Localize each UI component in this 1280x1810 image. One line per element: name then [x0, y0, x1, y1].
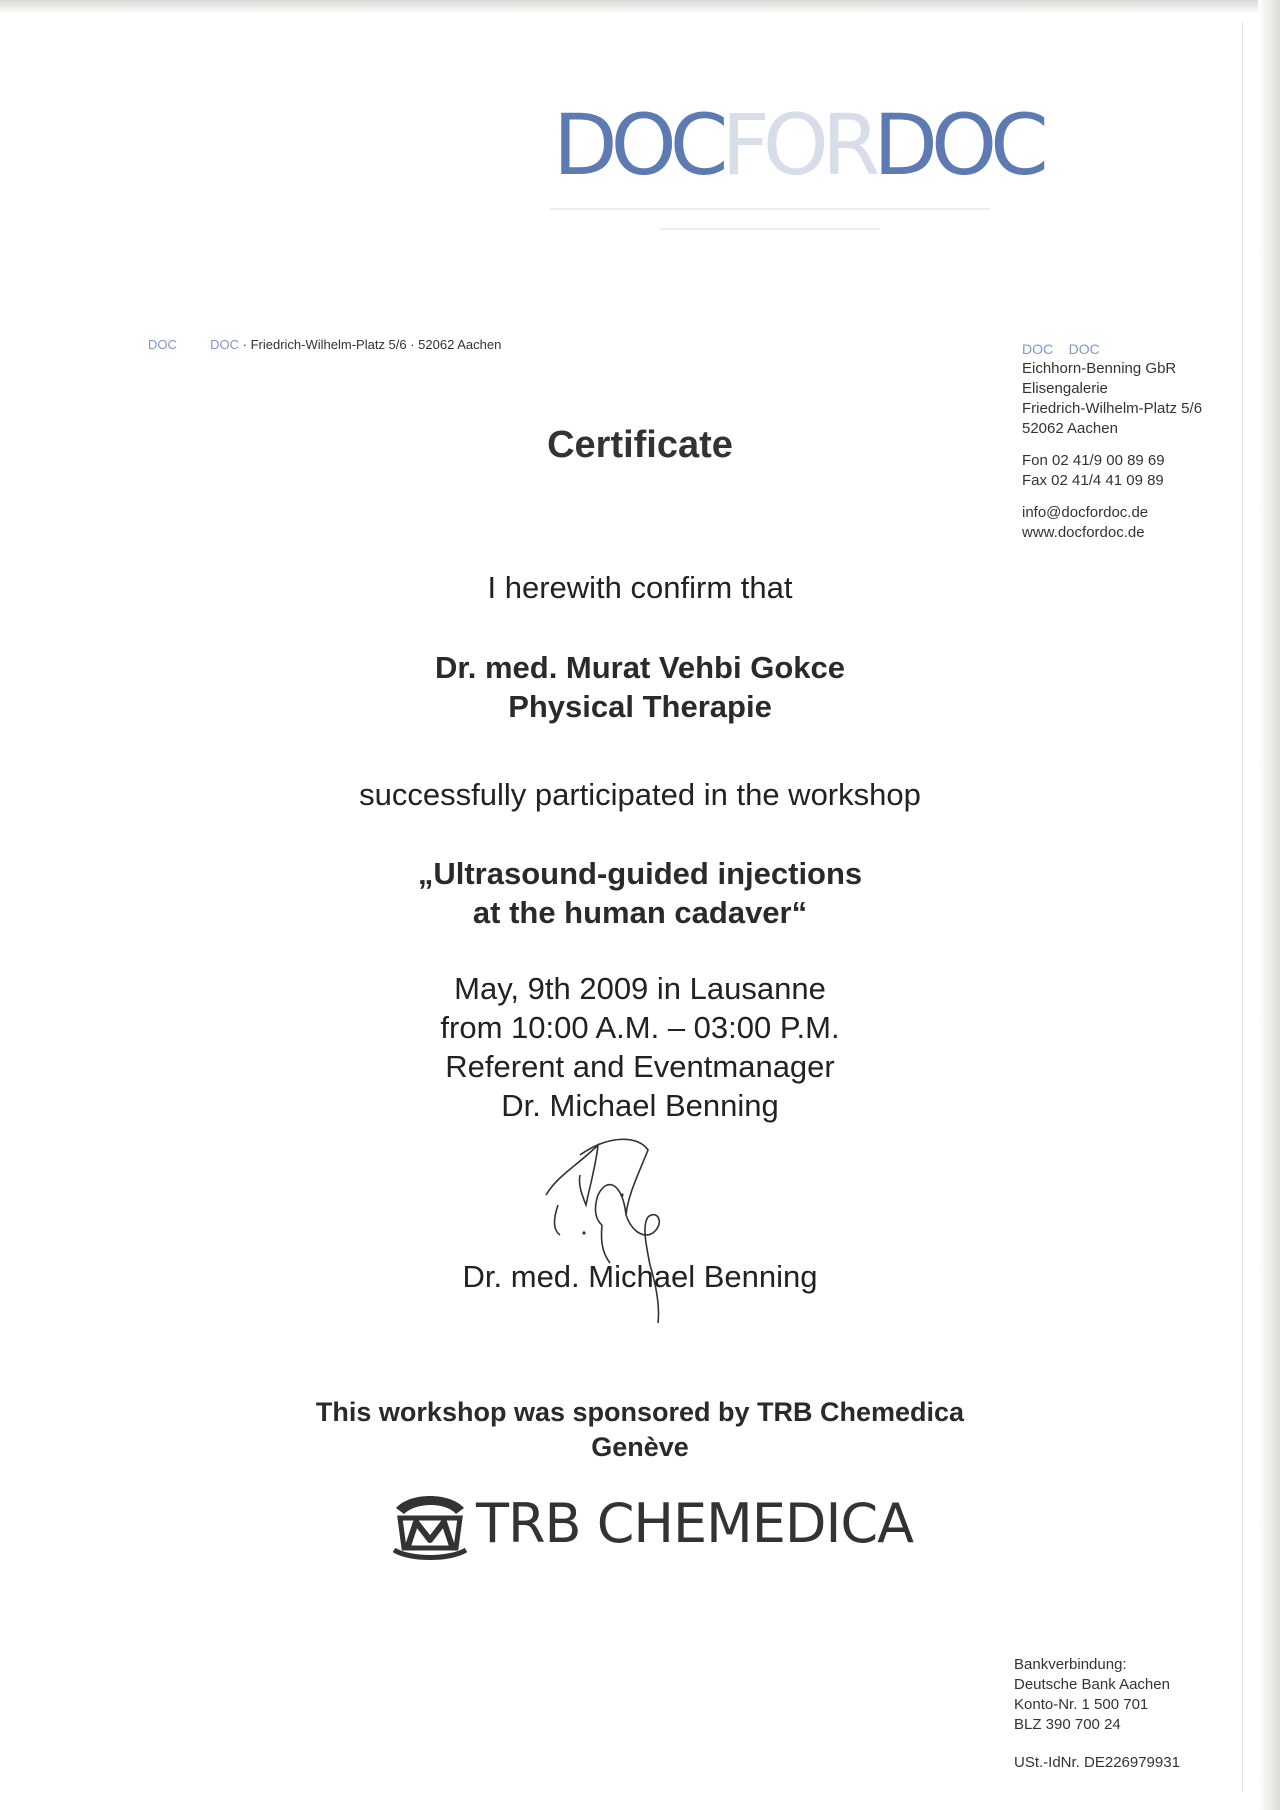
- recipient-block: [0, 648, 1280, 726]
- event-time: from 10:00 A.M. – 03:00 P.M.: [440, 1010, 840, 1045]
- logo-part-for: FOR: [721, 96, 874, 194]
- sender-address: · Friedrich-Wilhelm-Platz 5/6 · 52062 Aachen: [242, 337, 502, 352]
- bank-details: [1014, 1655, 1170, 1735]
- confirm-text: I herewith confirm that: [487, 570, 793, 605]
- trb-emblem-icon: [390, 1488, 470, 1562]
- vat-id: USt.-IdNr. DE226979931: [1014, 1754, 1180, 1771]
- sidebar-brand: DOC DOC: [1022, 341, 1100, 357]
- workshop-title-block: [0, 854, 1280, 932]
- logo-part-doc: DOC: [553, 96, 722, 194]
- sponsor-line-2: Genève: [591, 1432, 689, 1462]
- sidebar-fax: Fax 02 41/4 41 09 89: [1022, 472, 1164, 489]
- trb-logo-text: TRB CHEMEDICA: [476, 1492, 914, 1555]
- bank-account: Konto-Nr. 1 500 701: [1014, 1696, 1149, 1713]
- bank-label: Bankverbindung:: [1014, 1656, 1127, 1673]
- docfordoc-logo: [553, 96, 1042, 194]
- sender-address-line: [148, 337, 501, 352]
- recipient-specialty: Physical Therapie: [508, 689, 772, 724]
- handwritten-signature: [538, 1125, 718, 1325]
- sidebar-street: Friedrich-Wilhelm-Platz 5/6: [1022, 400, 1203, 417]
- certificate-title: Certificate: [547, 424, 733, 466]
- bank-blz: BLZ 390 700 24: [1014, 1716, 1121, 1733]
- recipient-name: Dr. med. Murat Vehbi Gokce: [434, 650, 845, 685]
- workshop-title-line-2: at the human cadaver“: [472, 895, 808, 930]
- event-referent: Dr. Michael Benning: [501, 1088, 779, 1123]
- sidebar-web: www.docfordoc.de: [1022, 524, 1145, 541]
- scan-top-edge: [0, 0, 1280, 14]
- event-date: May, 9th 2009 in Lausanne: [454, 971, 826, 1006]
- sponsor-block: [0, 1395, 1280, 1465]
- sidebar-building: Elisengalerie: [1022, 380, 1108, 397]
- event-role: Referent and Eventmanager: [445, 1049, 835, 1084]
- sender-brand-a: DOC: [148, 337, 177, 352]
- sender-brand-b: DOC: [210, 337, 240, 352]
- sidebar-phone: Fon 02 41/9 00 89 69: [1022, 452, 1165, 469]
- sidebar-city: 52062 Aachen: [1022, 420, 1118, 437]
- signatory-name: Dr. med. Michael Benning: [462, 1259, 818, 1294]
- faded-tagline: [520, 200, 1020, 240]
- logo-part-doc-2: DOC: [873, 96, 1042, 194]
- participated-text: successfully participated in the workshop: [359, 777, 921, 812]
- sidebar-company: Eichhorn-Benning GbR: [1022, 360, 1177, 377]
- sponsor-line-1: This workshop was sponsored by TRB Chemedica: [315, 1397, 965, 1427]
- sidebar-email: info@docfordoc.de: [1022, 504, 1149, 521]
- workshop-title-line-1: „Ultrasound-guided injections: [417, 856, 863, 891]
- event-details-block: [0, 969, 1280, 1125]
- bank-name: Deutsche Bank Aachen: [1014, 1676, 1170, 1693]
